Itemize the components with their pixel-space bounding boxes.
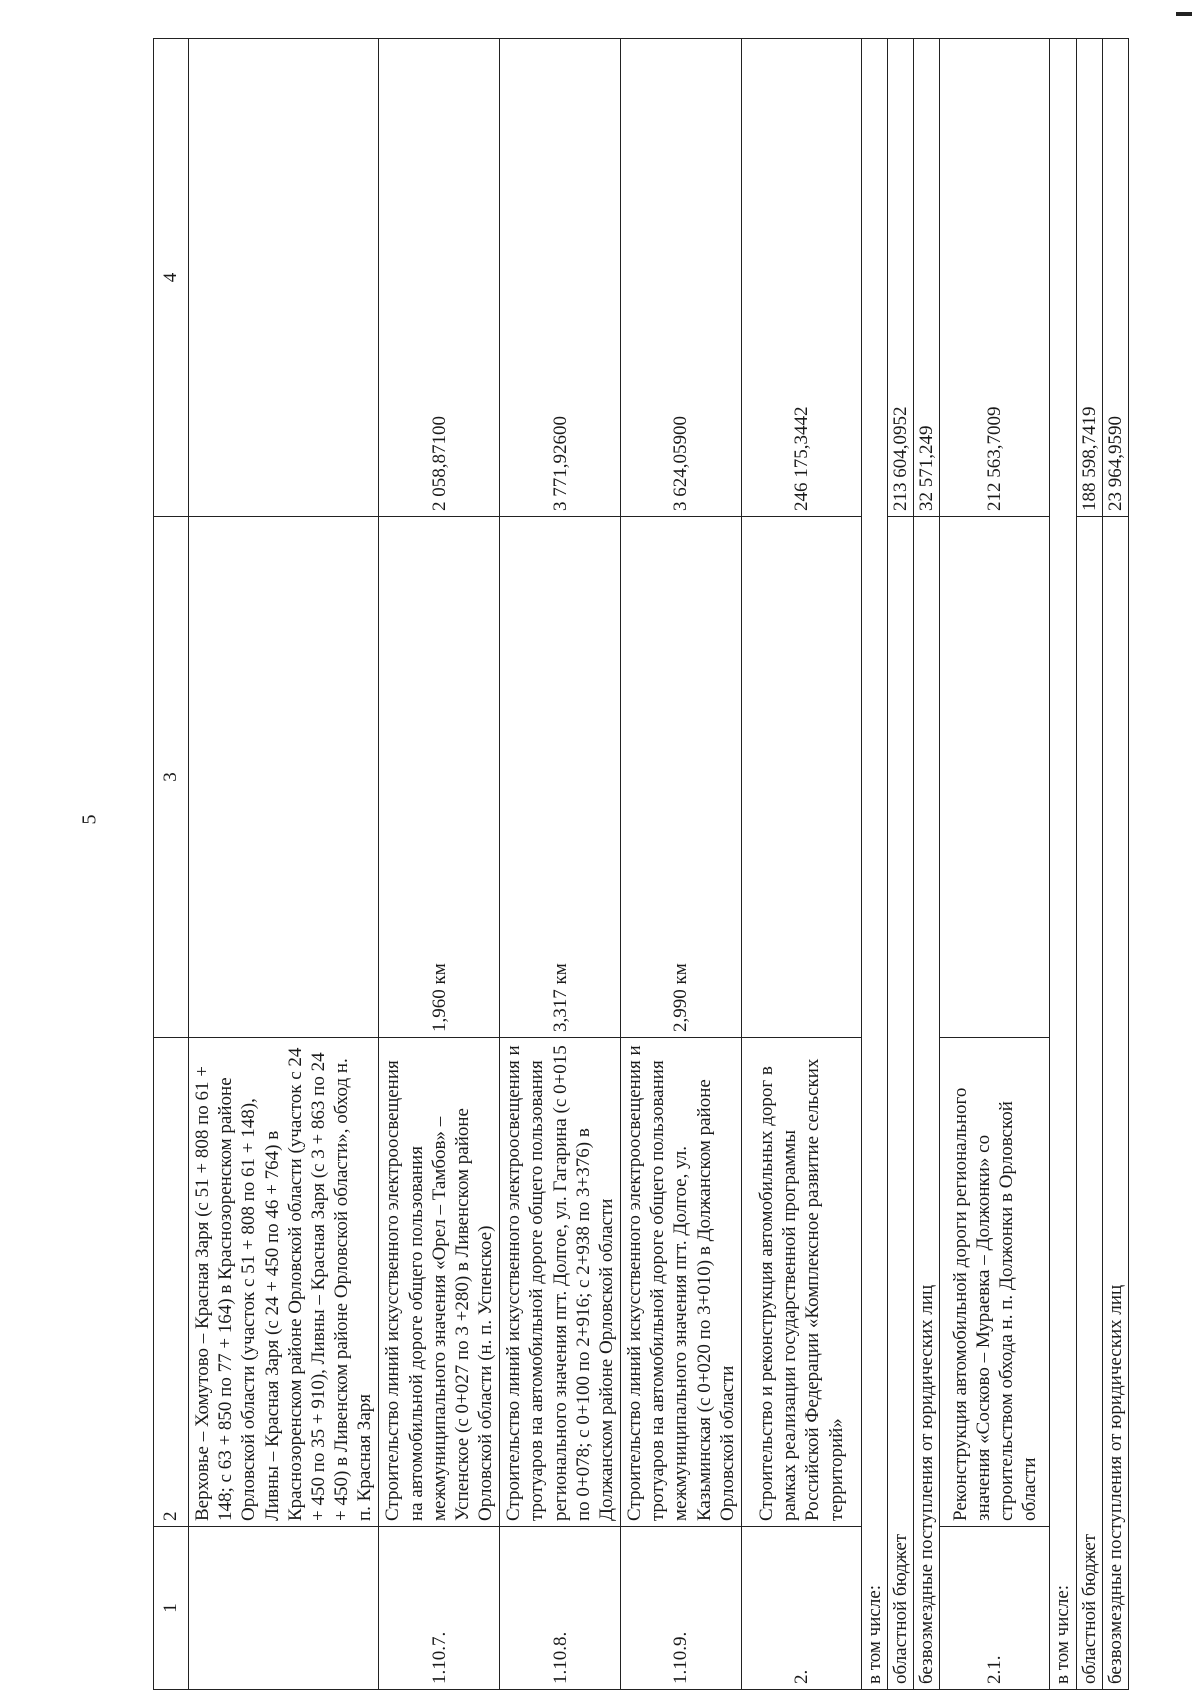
table-row-label [1050, 39, 1076, 1690]
subtotal-label: областной бюджет [888, 517, 914, 1690]
row-length: 3,317 км [500, 517, 621, 1038]
table-row [379, 39, 500, 1690]
row-amount: 212 563,7009 [940, 39, 1050, 517]
row-description: Строительство и реконструкция автомобильных дорог в рамках реализации государственной программы Российской Федерации «Комплексное развитие сельских территорий» [741, 1038, 861, 1527]
subtotal-label: безвозмездные поступления от юридических лиц [914, 517, 940, 1690]
row-number: 1.10.7. [379, 1527, 500, 1690]
row-amount: 246 175,3442 [741, 39, 861, 517]
row-description: Верховье – Хомутово – Красная Заря (с 51 + 808 по 61 + 148; с 63 + 850 по 77 + 164) в Краснозоренском районе Орловской области (участок с 51 + 808 по 61 + 148), Ливны – Красная Заря (с 24 + 450 по 46 + 764) в Краснозоренском районе Орловской области (участок с 24 + 450 по 35 + 910), Ливны – Красная Заря (с 3 + 863 по 24 + 450) в Ливенском районе Орловской области», обход н. п. Красная Заря [189, 1038, 379, 1527]
table-row [189, 39, 379, 1690]
in-that-number-label: в том числе: [861, 39, 887, 1690]
row-number: 2.1. [940, 1527, 1050, 1690]
table-row-subtotal [914, 39, 940, 1690]
header-col-2: 2 [154, 1038, 189, 1527]
subtotal-label: областной бюджет [1076, 517, 1102, 1690]
table-row-subtotal [1076, 39, 1102, 1690]
row-number: 1.10.9. [621, 1527, 742, 1690]
subtotal-label: безвозмездные поступления от юридических лиц [1102, 517, 1128, 1690]
row-amount: 3 624,05900 [621, 39, 742, 517]
row-length: 2,990 км [621, 517, 742, 1038]
in-that-number-label: в том числе: [1050, 39, 1076, 1690]
row-description: Строительство линий искусственного электроосвещения и тротуаров на автомобильной дороге общего пользования межмуниципального значения пгт. Долгое, ул. Казьминская (с 0+020 по 3+010) в Должанском районе Орловской области [621, 1038, 742, 1527]
table-row [741, 39, 861, 1690]
rotated-table-frame [153, 83, 1126, 1690]
budget-table [153, 38, 1129, 1690]
table-row-subtotal [888, 39, 914, 1690]
subtotal-amount: 188 598,7419 [1076, 39, 1102, 517]
table-row [621, 39, 742, 1690]
subtotal-amount: 213 604,0952 [888, 39, 914, 517]
row-length [940, 517, 1050, 1038]
table-row [940, 39, 1050, 1690]
header-row [154, 39, 189, 1690]
table-container [153, 83, 1200, 1684]
header-col-1: 1 [154, 1527, 189, 1690]
row-number [189, 1527, 379, 1690]
row-length: 1,960 км [379, 517, 500, 1038]
row-description: Строительство линий искусственного электроосвещения на автомобильной дороге общего пользования межмуниципального значения «Орел – Тамбов» – Успенское (с 0+027 по 3 +280) в Ливенском районе Орловской области (н. п. Успенское) [379, 1038, 500, 1527]
table-row-label [861, 39, 887, 1690]
row-description: Строительство линий искусственного электроосвещения и тротуаров на автомобильной дороге общего пользования регионального значения пгт. Долгое, ул. Гагарина (с 0+015 по 0+078; с 0+100 по 2+916; с 2+938 по 3+376) в Должанском районе Орловской области [500, 1038, 621, 1527]
row-length [741, 517, 861, 1038]
row-description: Реконструкция автомобильной дороги регионального значения «Сосково – Мураевка – Должонки» со строительством обхода н. п. Должонки в Орловской области [940, 1038, 1050, 1527]
table-row-subtotal [1102, 39, 1128, 1690]
page-edge-mark [1176, 12, 1192, 16]
row-amount: 2 058,87100 [379, 39, 500, 517]
row-amount [189, 39, 379, 517]
table-row [500, 39, 621, 1690]
subtotal-amount: 23 964,9590 [1102, 39, 1128, 517]
header-col-3: 3 [154, 517, 189, 1038]
header-col-4: 4 [154, 39, 189, 517]
page-number: 5 [78, 814, 101, 825]
row-length [189, 517, 379, 1038]
subtotal-amount: 32 571,249 [914, 39, 940, 517]
row-amount: 3 771,92600 [500, 39, 621, 517]
row-number: 2. [741, 1527, 861, 1690]
row-number: 1.10.8. [500, 1527, 621, 1690]
